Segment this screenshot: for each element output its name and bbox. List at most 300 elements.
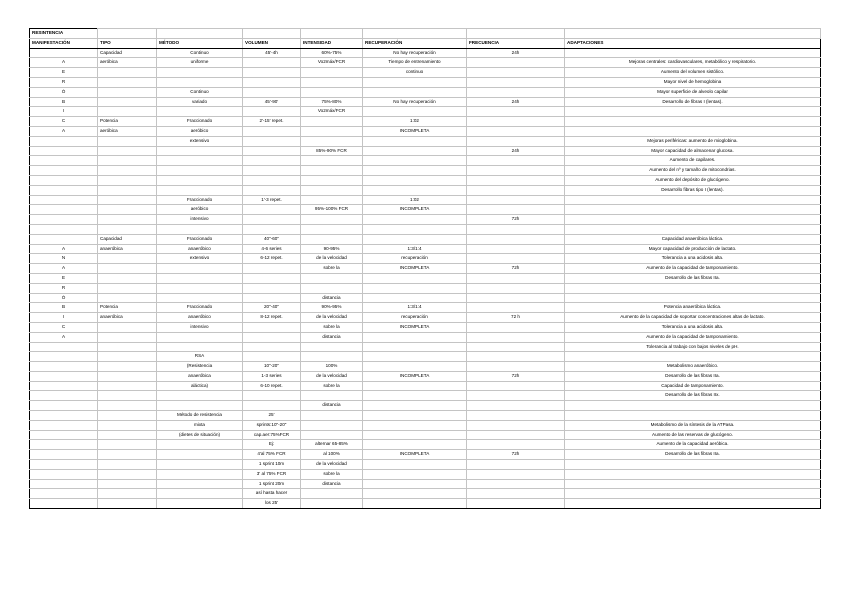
cell-adaptaciones — [565, 293, 821, 303]
cell-frecuencia — [467, 68, 565, 78]
table-row — [30, 371, 821, 381]
table-row — [30, 460, 821, 470]
cell-volumen: 4-6 series — [243, 244, 301, 254]
title-row — [30, 29, 821, 39]
cell-metodo: variado — [157, 97, 243, 107]
cell-tipo — [98, 420, 157, 430]
cell-adaptaciones: Aumento de capilares. — [565, 156, 821, 166]
table-row — [30, 362, 821, 372]
cell-volumen: 10"-20" — [243, 362, 301, 372]
cell-frecuencia — [467, 58, 565, 68]
cell-intensidad — [301, 136, 363, 146]
cell-adaptaciones — [565, 205, 821, 215]
cell-recuperacion — [363, 234, 467, 244]
cell-adaptaciones — [565, 499, 821, 509]
cell-tipo — [98, 362, 157, 372]
cell-manifestacion — [30, 205, 98, 215]
resistance-table — [29, 28, 821, 509]
cell-volumen — [243, 156, 301, 166]
cell-frecuencia — [467, 166, 565, 176]
cell-metodo: aeróbico — [157, 205, 243, 215]
cell-tipo — [98, 97, 157, 107]
cell-tipo — [98, 440, 157, 450]
cell-metodo: extensivo — [157, 136, 243, 146]
cell-frecuencia — [467, 401, 565, 411]
table-row — [30, 77, 821, 87]
cell-volumen — [243, 58, 301, 68]
table-row — [30, 234, 821, 244]
cell-tipo — [98, 77, 157, 87]
cell-tipo: anaeróbica — [98, 244, 157, 254]
cell-manifestacion — [30, 411, 98, 421]
cell-intensidad — [301, 166, 363, 176]
table-row — [30, 273, 821, 283]
cell-intensidad: distancia — [301, 401, 363, 411]
cell-manifestacion: N — [30, 254, 98, 264]
cell-recuperacion — [363, 273, 467, 283]
cell-metodo: aláctica) — [157, 381, 243, 391]
cell-frecuencia: 72 h — [467, 313, 565, 323]
cell-adaptaciones: Desarrollo de las fibras IIa. — [565, 371, 821, 381]
cell-adaptaciones — [565, 469, 821, 479]
cell-volumen: 1 sprint 20m — [243, 479, 301, 489]
cell-intensidad: 75%-80% — [301, 97, 363, 107]
cell-metodo — [157, 156, 243, 166]
cell-adaptaciones: Aumento del nº y tamaño de mitocondrias. — [565, 166, 821, 176]
cell-metodo — [157, 185, 243, 195]
cell-intensidad — [301, 489, 363, 499]
cell-metodo — [157, 499, 243, 509]
cell-manifestacion: R — [30, 283, 98, 293]
cell-frecuencia — [467, 283, 565, 293]
cell-manifestacion — [30, 371, 98, 381]
cell-volumen — [243, 77, 301, 87]
cell-recuperacion — [363, 332, 467, 342]
cell-tipo: Potencia — [98, 303, 157, 313]
cell-adaptaciones: Mejoras periféricas: aumento de mioglobina. — [565, 136, 821, 146]
cell-manifestacion — [30, 450, 98, 460]
cell-intensidad — [301, 499, 363, 509]
cell-volumen — [243, 87, 301, 97]
cell-manifestacion — [30, 362, 98, 372]
table-row — [30, 117, 821, 127]
cell-adaptaciones: Desarrollo fibras tipo I (lentas). — [565, 185, 821, 195]
cell-frecuencia — [467, 342, 565, 352]
cell-adaptaciones — [565, 195, 821, 205]
cell-volumen — [243, 215, 301, 225]
cell-manifestacion — [30, 224, 98, 234]
cell-recuperacion — [363, 185, 467, 195]
cell-metodo — [157, 460, 243, 470]
cell-adaptaciones: Aumento de la capacidad de tamponamiento. — [565, 264, 821, 274]
cell-recuperacion: INCOMPLETA — [363, 126, 467, 136]
cell-volumen: 1-3 series — [243, 371, 301, 381]
cell-intensidad — [301, 234, 363, 244]
cell-intensidad — [301, 156, 363, 166]
cell-manifestacion: C — [30, 117, 98, 127]
cell-manifestacion: A — [30, 126, 98, 136]
cell-volumen: los 25' — [243, 499, 301, 509]
cell-manifestacion — [30, 489, 98, 499]
cell-recuperacion — [363, 283, 467, 293]
header-recuperacion: RECUPERACIÓN — [363, 38, 467, 48]
cell-volumen: cap.aer:75%FCR — [243, 430, 301, 440]
cell-metodo — [157, 264, 243, 274]
cell-tipo — [98, 156, 157, 166]
cell-intensidad: alternar 65-85% — [301, 440, 363, 450]
cell-recuperacion — [363, 420, 467, 430]
cell-adaptaciones — [565, 224, 821, 234]
table-row — [30, 283, 821, 293]
cell-metodo — [157, 469, 243, 479]
cell-adaptaciones: Desarrollo de las fibras IIa. — [565, 273, 821, 283]
cell-intensidad — [301, 175, 363, 185]
cell-manifestacion: I — [30, 313, 98, 323]
header-intensidad: INTENSIDAD — [301, 38, 363, 48]
cell-adaptaciones: Aumento de la capacidad aeróbica. — [565, 440, 821, 450]
cell-recuperacion: 1:3/1:4 — [363, 303, 467, 313]
cell-adaptaciones: Mayor nivel de hemoglobina — [565, 77, 821, 87]
cell-frecuencia — [467, 460, 565, 470]
cell-tipo — [98, 391, 157, 401]
cell-tipo — [98, 352, 157, 362]
cell-frecuencia — [467, 136, 565, 146]
cell-intensidad: sobre la — [301, 381, 363, 391]
cell-intensidad: sobre la — [301, 322, 363, 332]
cell-frecuencia: 24h — [467, 48, 565, 58]
cell-recuperacion: No hay recuperación — [363, 48, 467, 58]
cell-metodo — [157, 293, 243, 303]
cell-volumen — [243, 273, 301, 283]
cell-volumen — [243, 283, 301, 293]
cell-metodo: anaeróbica — [157, 371, 243, 381]
cell-frecuencia — [467, 420, 565, 430]
cell-adaptaciones: Capacidad de tamponamiento. — [565, 381, 821, 391]
cell-tipo — [98, 166, 157, 176]
cell-manifestacion — [30, 469, 98, 479]
cell-frecuencia — [467, 430, 565, 440]
cell-frecuencia — [467, 440, 565, 450]
cell-intensidad: distancia — [301, 293, 363, 303]
cell-adaptaciones: Mayor capacidad de producción de lactato. — [565, 244, 821, 254]
cell-volumen — [243, 401, 301, 411]
cell-adaptaciones: Metabolismo anaeróbico. — [565, 362, 821, 372]
cell-metodo — [157, 107, 243, 117]
cell-manifestacion: A — [30, 58, 98, 68]
header-tipo: TIPO — [98, 38, 157, 48]
table-row — [30, 87, 821, 97]
cell-intensidad — [301, 77, 363, 87]
cell-frecuencia — [467, 332, 565, 342]
cell-volumen — [243, 332, 301, 342]
cell-recuperacion: 1:02 — [363, 195, 467, 205]
cell-tipo — [98, 107, 157, 117]
cell-metodo — [157, 68, 243, 78]
cell-volumen: 2'-15' repet. — [243, 117, 301, 127]
cell-recuperacion: No hay recuperación — [363, 97, 467, 107]
cell-volumen — [243, 352, 301, 362]
cell-adaptaciones: Aumento del volumen sistólico. — [565, 68, 821, 78]
cell-metodo — [157, 146, 243, 156]
cell-recuperacion: INCOMPLETA — [363, 264, 467, 274]
cell-volumen: 40"-60" — [243, 234, 301, 244]
cell-intensidad — [301, 273, 363, 283]
cell-metodo: extensivo — [157, 254, 243, 264]
table-row — [30, 175, 821, 185]
cell-volumen: 1'-3 repet. — [243, 195, 301, 205]
table-row — [30, 264, 821, 274]
cell-tipo — [98, 283, 157, 293]
cell-volumen: Ej: — [243, 440, 301, 450]
cell-intensidad: 90%-95% — [301, 303, 363, 313]
cell-tipo — [98, 264, 157, 274]
cell-manifestacion: B — [30, 97, 98, 107]
cell-tipo — [98, 205, 157, 215]
cell-recuperacion — [363, 362, 467, 372]
table-row — [30, 430, 821, 440]
cell-recuperacion — [363, 175, 467, 185]
cell-tipo — [98, 479, 157, 489]
cell-recuperacion — [363, 469, 467, 479]
cell-frecuencia — [467, 107, 565, 117]
table-row — [30, 469, 821, 479]
cell-frecuencia — [467, 411, 565, 421]
header-frecuencia: FRECUENCIA — [467, 38, 565, 48]
cell-metodo — [157, 332, 243, 342]
cell-manifestacion: E — [30, 273, 98, 283]
table-row — [30, 342, 821, 352]
cell-recuperacion — [363, 401, 467, 411]
table-row — [30, 352, 821, 362]
cell-volumen: 6-12 repet. — [243, 254, 301, 264]
cell-volumen: 25' — [243, 411, 301, 421]
cell-recuperacion — [363, 156, 467, 166]
cell-adaptaciones: Mejoras centrales: cardiovasculares, metabólico y respiratorio. — [565, 58, 821, 68]
cell-frecuencia — [467, 391, 565, 401]
cell-intensidad: de la velocidad — [301, 460, 363, 470]
cell-tipo — [98, 215, 157, 225]
cell-adaptaciones: Aumento de las reservas de glucógeno. — [565, 430, 821, 440]
cell-frecuencia: 72h — [467, 371, 565, 381]
cell-manifestacion — [30, 185, 98, 195]
cell-adaptaciones: Capacidad anaeróbica láctica. — [565, 234, 821, 244]
cell-tipo — [98, 195, 157, 205]
cell-recuperacion — [363, 460, 467, 470]
cell-frecuencia — [467, 244, 565, 254]
cell-intensidad — [301, 391, 363, 401]
cell-intensidad — [301, 224, 363, 234]
cell-recuperacion — [363, 146, 467, 156]
table-row — [30, 489, 821, 499]
table-row — [30, 215, 821, 225]
cell-adaptaciones — [565, 107, 821, 117]
cell-frecuencia — [467, 195, 565, 205]
cell-intensidad — [301, 430, 363, 440]
cell-volumen: 3' al 75% FCR — [243, 469, 301, 479]
cell-recuperacion — [363, 430, 467, 440]
cell-metodo — [157, 224, 243, 234]
cell-adaptaciones — [565, 126, 821, 136]
cell-volumen — [243, 166, 301, 176]
cell-tipo — [98, 68, 157, 78]
table-row — [30, 499, 821, 509]
cell-recuperacion — [363, 381, 467, 391]
cell-manifestacion — [30, 352, 98, 362]
table-row — [30, 254, 821, 264]
header-volumen: VOLUMEN — [243, 38, 301, 48]
cell-frecuencia — [467, 489, 565, 499]
table-row — [30, 381, 821, 391]
cell-intensidad — [301, 215, 363, 225]
cell-frecuencia: 72h — [467, 450, 565, 460]
cell-adaptaciones: Tolerancia a una acidosis alta. — [565, 254, 821, 264]
cell-adaptaciones — [565, 352, 821, 362]
cell-manifestacion — [30, 479, 98, 489]
cell-metodo — [157, 283, 243, 293]
cell-metodo: anaeróbico — [157, 313, 243, 323]
cell-recuperacion: INCOMPLETA — [363, 371, 467, 381]
cell-tipo — [98, 450, 157, 460]
cell-intensidad: de la velocidad — [301, 313, 363, 323]
table-row — [30, 185, 821, 195]
cell-adaptaciones: Desarrollo de las fibras IIa. — [565, 450, 821, 460]
table-row — [30, 450, 821, 460]
table-row — [30, 97, 821, 107]
cell-intensidad: distancia — [301, 332, 363, 342]
cell-intensidad: de la velocidad — [301, 371, 363, 381]
cell-recuperacion — [363, 77, 467, 87]
table-row — [30, 293, 821, 303]
cell-manifestacion — [30, 195, 98, 205]
cell-tipo — [98, 254, 157, 264]
cell-volumen: 6-10 repet. — [243, 381, 301, 391]
cell-volumen: 45'-4h — [243, 48, 301, 58]
cell-volumen — [243, 205, 301, 215]
table-row — [30, 146, 821, 156]
cell-manifestacion — [30, 460, 98, 470]
cell-intensidad: Vo2máx/FCR — [301, 58, 363, 68]
cell-recuperacion: Tiempo de entrenamiento — [363, 58, 467, 68]
cell-frecuencia: 24h — [467, 97, 565, 107]
cell-manifestacion: E — [30, 68, 98, 78]
cell-tipo — [98, 332, 157, 342]
table-row — [30, 224, 821, 234]
cell-manifestacion — [30, 440, 98, 450]
cell-tipo — [98, 322, 157, 332]
cell-manifestacion — [30, 234, 98, 244]
cell-frecuencia — [467, 224, 565, 234]
cell-manifestacion: B — [30, 303, 98, 313]
cell-frecuencia — [467, 185, 565, 195]
cell-tipo — [98, 342, 157, 352]
cell-intensidad — [301, 185, 363, 195]
cell-metodo: intensivo — [157, 322, 243, 332]
cell-intensidad — [301, 87, 363, 97]
cell-manifestacion — [30, 342, 98, 352]
cell-recuperacion — [363, 391, 467, 401]
cell-adaptaciones: Metabolismo de la síntesis de la ATPasa. — [565, 420, 821, 430]
cell-tipo: anaeróbica — [98, 313, 157, 323]
cell-metodo — [157, 342, 243, 352]
cell-adaptaciones — [565, 460, 821, 470]
cell-metodo — [157, 450, 243, 460]
cell-recuperacion: 1:02 — [363, 117, 467, 127]
cell-metodo — [157, 273, 243, 283]
cell-recuperacion: recuperación — [363, 254, 467, 264]
table-row — [30, 205, 821, 215]
cell-manifestacion — [30, 48, 98, 58]
table-row — [30, 332, 821, 342]
table-row — [30, 313, 821, 323]
cell-tipo — [98, 430, 157, 440]
cell-manifestacion — [30, 381, 98, 391]
cell-frecuencia — [467, 77, 565, 87]
cell-metodo: Fraccionado — [157, 234, 243, 244]
cell-intensidad: al 100% — [301, 450, 363, 460]
cell-recuperacion — [363, 215, 467, 225]
cell-frecuencia — [467, 87, 565, 97]
cell-volumen: 1 sprint 10m — [243, 460, 301, 470]
cell-frecuencia — [467, 381, 565, 391]
cell-intensidad — [301, 411, 363, 421]
cell-tipo — [98, 489, 157, 499]
header-metodo: MÉTODO — [157, 38, 243, 48]
cell-intensidad: 95%-100% FCR — [301, 205, 363, 215]
cell-metodo: intensivo — [157, 215, 243, 225]
table-row — [30, 48, 821, 58]
cell-metodo: Continuo — [157, 87, 243, 97]
cell-volumen — [243, 264, 301, 274]
cell-intensidad: 60%-75% — [301, 48, 363, 58]
cell-intensidad — [301, 117, 363, 127]
cell-frecuencia — [467, 499, 565, 509]
table-row — [30, 391, 821, 401]
cell-frecuencia: 72h — [467, 264, 565, 274]
cell-frecuencia — [467, 273, 565, 283]
cell-metodo — [157, 479, 243, 489]
table-row — [30, 244, 821, 254]
cell-tipo: Capacidad — [98, 48, 157, 58]
cell-frecuencia: 24h — [467, 146, 565, 156]
cell-volumen — [243, 126, 301, 136]
cell-volumen — [243, 185, 301, 195]
cell-frecuencia — [467, 469, 565, 479]
cell-manifestacion: Ó — [30, 87, 98, 97]
cell-manifestacion: A — [30, 244, 98, 254]
cell-tipo — [98, 460, 157, 470]
cell-manifestacion: C — [30, 322, 98, 332]
cell-intensidad: 90-95% — [301, 244, 363, 254]
cell-adaptaciones — [565, 117, 821, 127]
cell-frecuencia — [467, 254, 565, 264]
cell-recuperacion — [363, 107, 467, 117]
cell-frecuencia — [467, 117, 565, 127]
cell-frecuencia — [467, 156, 565, 166]
cell-tipo — [98, 371, 157, 381]
cell-manifestacion — [30, 430, 98, 440]
cell-recuperacion: 1:3/1:4 — [363, 244, 467, 254]
cell-recuperacion — [363, 411, 467, 421]
cell-frecuencia — [467, 303, 565, 313]
cell-volumen — [243, 224, 301, 234]
table-row — [30, 322, 821, 332]
cell-volumen — [243, 342, 301, 352]
table-row — [30, 136, 821, 146]
cell-recuperacion: continuo — [363, 68, 467, 78]
cell-volumen — [243, 175, 301, 185]
table-row — [30, 479, 821, 489]
cell-adaptaciones — [565, 479, 821, 489]
